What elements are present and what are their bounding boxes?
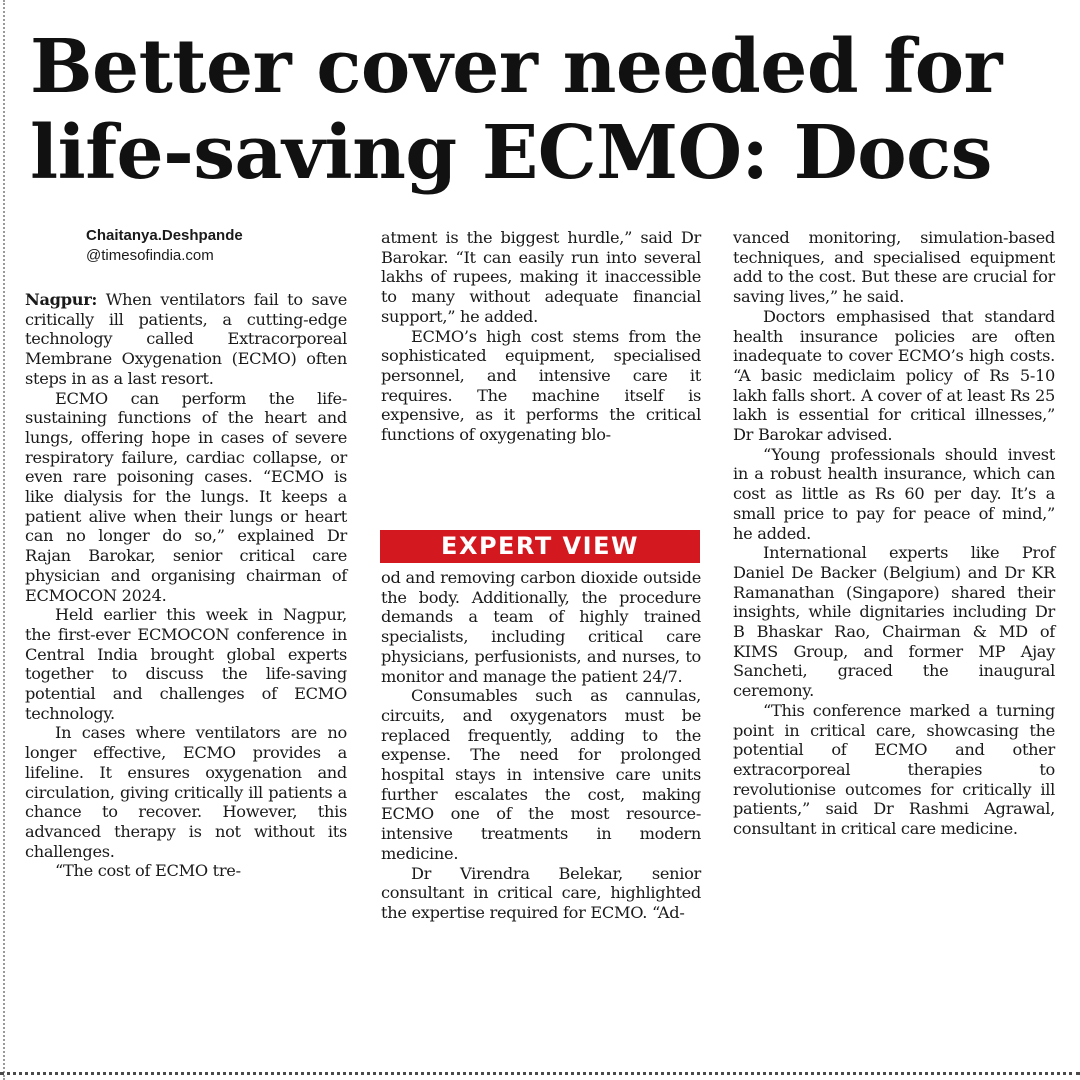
headline-line-1: Better cover needed for [30,24,1003,110]
paragraph: In cases where ventilators are no longer effective, ECMO provides a lifeline. It ensures oxygenation and circulation, giving critically ill patients a chance to recover. However, this advanced therapy is not without its challenges. [25,723,347,861]
article-column-3 [733,228,1055,1070]
paragraph: atment is the biggest hurdle,” said Dr Barokar. “It can easily run into several lakhs of rupees, making it inaccessible to many without adequate financial support,” he added. [381,228,701,326]
paragraph [25,290,347,389]
article-column-1 [25,290,347,1070]
paragraph: ECMO can perform the life-sustaining functions of the heart and lungs, offering hope in cases of severe respiratory failure, cardiac collapse, or even rare poisoning cases. “ECMO is like dialysis for the lungs. It keeps a patient alive when their lungs or heart can no longer do so,” explained Dr Rajan Barokar, senior critical care physician and organising chairman of ECMOCON 2024. [25,388,347,605]
byline-author: Chaitanya.Deshpande [86,227,243,244]
expert-view-label: EXPERT VIEW [380,530,700,563]
article-column-2-bottom [381,568,701,1068]
paragraph: “The cost of ECMO tre- [55,861,241,881]
dateline: Nagpur: [25,290,98,309]
left-dotted-rule [3,0,5,1080]
paragraph: “This conference marked a turning point in critical care, showcasing the potential of ECMO and other extracorporeal therapies to revolutionise outcomes for critically ill patients,” said Dr Rashmi Agrawal, consultant in critical care medicine. [733,700,1055,839]
paragraph-text: When ventilators fail to save critically ill patients, a cutting-edge technology called Extracorporeal Membrane Oxygenation (ECMO) often steps in as a last resort. [25,290,347,388]
paragraph: “Young professionals should invest in a robust health insurance, which can cost as little as Rs 60 per day. It’s a small price to pay for peace of mind,” he added. [733,444,1055,543]
headline-line-2: life-saving ECMO: Docs [30,110,992,196]
paragraph: Consumables such as cannulas, circuits, and oxygenators must be replaced frequently, adding to the expense. The need for prolonged hospital stays in intensive care units further escalates the cost, making ECMO one of the most resource-intensive treatments in modern medicine. [381,686,701,863]
byline-handle: @timesofindia.com [86,247,214,264]
paragraph: Held earlier this week in Nagpur, the first-ever ECMOCON conference in Central India brought global experts together to discuss the life-saving potential and challenges of ECMO technology. [25,605,347,723]
article-column-2-top [381,228,701,528]
headline [30,24,1070,196]
paragraph: International experts like Prof Daniel De Backer (Belgium) and Dr KR Ramanathan (Singapore) shared their insights, while dignitaries including Dr B Bhaskar Rao, Chairman & MD of KIMS Group, and former MP Ajay Sancheti, graced the inaugural ceremony. [733,543,1055,701]
paragraph: ECMO’s high cost stems from the sophisticated equipment, specialised personnel, and intensive care it requires. The machine itself is expensive, as it performs the critical functions of oxygenating blo- [381,326,701,445]
paragraph: Dr Virendra Belekar, senior consultant in critical care, highlighted the expertise required for ECMO. “Ad- [381,863,701,922]
paragraph: od and removing carbon dioxide outside the body. Additionally, the procedure demands a team of highly trained specialists, including critical care physicians, perfusionists, and nurses, to monitor and manage the patient 24/7. [381,568,701,686]
bottom-dotted-rule [0,1072,1080,1075]
byline [86,226,243,266]
paragraph: Doctors emphasised that standard health insurance policies are often inadequate to cover ECMO’s high costs. “A basic mediclaim policy of Rs 5-10 lakh falls short. A cover of at least Rs 25 lakh is essential for critical illnesses,” Dr Barokar advised. [733,306,1055,445]
paragraph: vanced monitoring, simulation-based techniques, and specialised equipment add to the cost. But these are crucial for saving lives,” he said. [733,228,1055,307]
